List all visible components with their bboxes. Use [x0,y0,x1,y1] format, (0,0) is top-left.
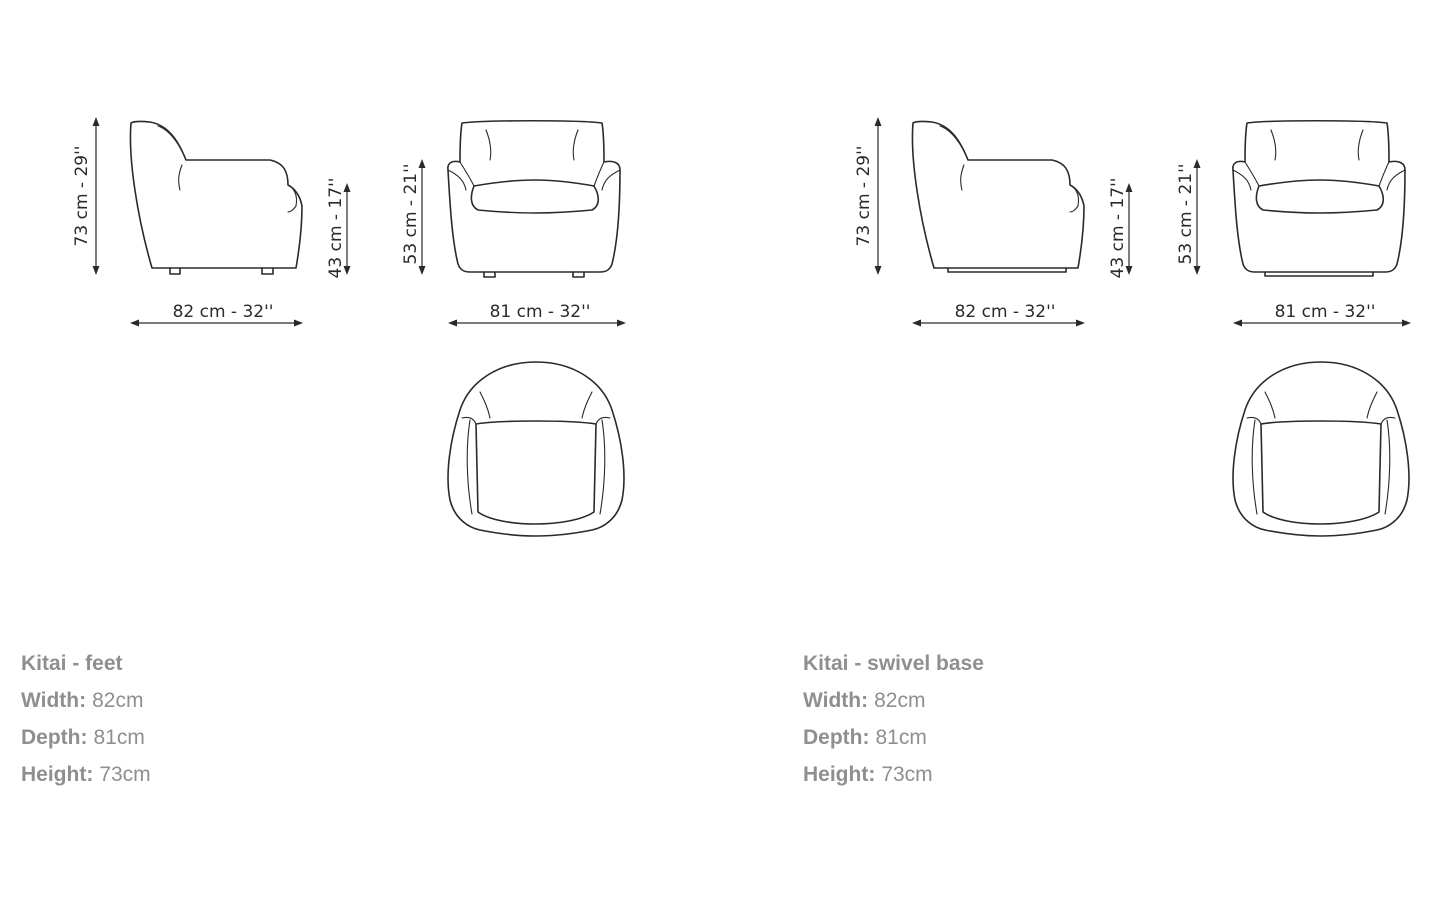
height-total-dimension-line [93,117,100,275]
arm-height-label: 53 cm - 21'' [1176,163,1196,265]
spec-value: 81cm [875,726,927,749]
spec-label: Width: [803,689,869,712]
depth-label: 82 cm - 32'' [954,302,1056,322]
spec-row-width [803,688,1203,725]
height-total-label: 73 cm - 29'' [854,145,874,247]
spec-block-swivel [803,651,1203,799]
spec-label: Height: [803,763,876,786]
product-title: Kitai - swivel base [803,652,984,675]
spec-label: Height: [21,763,94,786]
depth-label: 82 cm - 32'' [172,302,274,322]
top-view-chair [448,362,624,536]
kitai-swivel-drawing [854,117,1411,536]
width-label: 81 cm - 32'' [489,302,591,322]
seat-height-label: 43 cm - 17'' [1108,177,1128,279]
height-total-dimension-line [875,117,882,275]
spec-value: 81cm [93,726,145,749]
spec-row-height [803,762,1203,799]
kitai-feet-drawing [72,117,626,536]
spec-row-width [21,688,421,725]
side-view-chair [912,121,1084,268]
product-title: Kitai - feet [21,652,123,675]
height-total-label: 73 cm - 29'' [72,145,92,247]
front-view-chair [1233,121,1405,272]
side-view-chair [130,121,302,268]
side-view-feet [170,268,273,274]
spec-block-feet [21,651,421,799]
spec-value: 82cm [874,689,926,712]
spec-row-depth [21,725,421,762]
arm-height-label: 53 cm - 21'' [401,163,421,265]
front-view-chair [448,121,620,272]
width-label: 81 cm - 32'' [1274,302,1376,322]
spec-value: 73cm [881,763,933,786]
spec-row-depth [803,725,1203,762]
spec-label: Depth: [21,726,88,749]
spec-row-height [21,762,421,799]
spec-value: 73cm [99,763,151,786]
spec-value: 82cm [92,689,144,712]
spec-label: Depth: [803,726,870,749]
spec-label: Width: [21,689,87,712]
top-view-chair [1233,362,1409,536]
seat-height-label: 43 cm - 17'' [326,177,346,279]
